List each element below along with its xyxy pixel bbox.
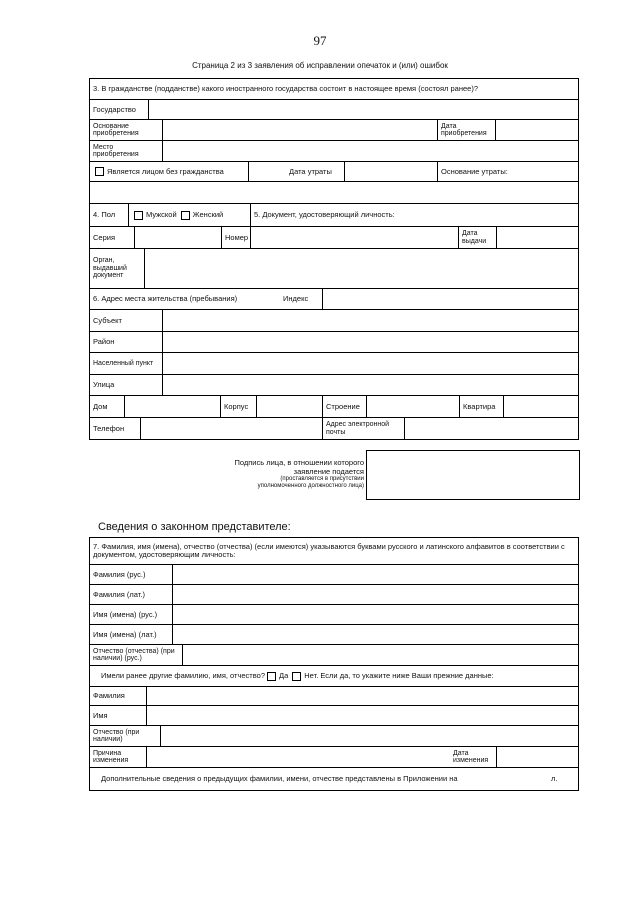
legal-representative-title: Сведения о законном представителе: [98,521,291,533]
phone-field[interactable] [140,418,322,439]
sheets-label: л. [551,774,558,783]
stateless-label: Является лицом без гражданства [107,166,224,176]
number-field[interactable] [250,227,458,248]
prev-surname-field[interactable] [146,687,578,705]
prev-name-field[interactable] [146,706,578,725]
house-label: Дом [93,401,108,411]
date-loss-field[interactable] [344,162,437,181]
section7-title: 7. Фамилия, имя (имена), отчество (отчества) (если имеются) указываются буквами русского и латинского алфавитов в соответствии с документом, удостоверяющим личность: [93,542,565,559]
signature-line-1: Подпись лица, в отношении которого [234,458,364,467]
house-field[interactable] [124,396,220,417]
signature-note-2: уполномоченного должностного лица) [257,483,364,489]
subject-label: Субъект [93,315,122,325]
signature-note-1: (проставляется в присутствии [280,476,364,482]
state-label: Государство [93,104,136,114]
district-field[interactable] [162,332,578,352]
representative-table [89,537,579,791]
issue-date-label: Дата выдачи [458,227,496,248]
surname-lat-label: Фамилия (лат.) [93,589,145,599]
street-field[interactable] [162,375,578,395]
change-date-label: Дата изменения [453,749,489,764]
state-field[interactable] [148,100,578,119]
number-label: Номер [221,227,250,248]
locality-field[interactable] [162,353,578,374]
street-label: Улица [93,380,115,389]
name-rus-field[interactable] [172,605,578,624]
name-lat-field[interactable] [172,625,578,644]
surname-rus-label: Фамилия (рус.) [93,569,146,579]
sex-options [128,204,250,226]
index-label: Индекс [283,294,309,303]
district-label: Район [93,337,115,346]
patronymic-rus-field[interactable] [182,645,578,665]
prev-name-label: Имя [93,710,108,720]
page-number: 97 [313,33,327,48]
no-checkbox[interactable] [292,672,301,681]
issuer-field[interactable] [144,249,578,288]
apartment-field[interactable] [503,396,578,417]
email-field[interactable] [404,418,578,439]
section3-title: 3. В гражданстве (подданстве) какого иностранного государства состоит в настоящее время (состоял ранее)? [93,84,478,93]
stateless-blank [248,162,286,181]
prev-patronymic-label: Отчество (при наличии) [93,728,140,743]
form-subtitle: Страница 2 из 3 заявления об исправлении опечаток и (или) ошибок [192,61,448,70]
stateless-checkbox[interactable] [95,167,104,176]
locality-label: Населенный пункт [93,359,154,367]
change-reason-field[interactable] [146,747,450,767]
basis-loss-field[interactable] [90,182,578,203]
building-field[interactable] [256,396,322,417]
phone-label: Телефон [93,423,125,433]
question-text: Имели ранее другие фамилию, имя, отчество? [101,671,265,680]
date-acquisition-field[interactable] [495,120,578,140]
stateless-option[interactable] [90,162,248,181]
signature-box[interactable] [366,450,580,500]
date-acquisition-label: Дата приобретения [437,120,495,140]
personal-data-table [89,78,579,440]
signature-line-2: заявление подается [293,467,364,476]
building-label: Корпус [220,396,256,417]
male-checkbox[interactable] [134,211,143,220]
issuer-label: Орган, выдавший документ [93,257,127,280]
female-checkbox[interactable] [181,211,190,220]
sex-label: 4. Пол [93,210,116,219]
yes-label: Да [279,671,289,680]
subject-field[interactable] [162,310,578,331]
address-title: 6. Адрес места жительства (пребывания) [93,294,238,303]
signature-caption [234,458,364,490]
structure-field[interactable] [366,396,459,417]
surname-lat-field[interactable] [172,585,578,604]
basis-acquisition-field[interactable] [162,120,437,140]
no-label: Нет. Если да, то укажите ниже Ваши прежние данные: [304,671,494,680]
previous-names-question [98,666,578,686]
change-date-field[interactable] [496,747,578,767]
basis-acquisition-label: Основание приобретения [93,122,139,137]
structure-label: Строение [322,396,366,417]
series-field[interactable] [134,227,221,248]
male-label: Мужской [146,210,177,219]
female-label: Женский [192,210,224,219]
name-rus-label: Имя (имена) (рус.) [93,609,158,619]
prev-surname-label: Фамилия [93,691,125,700]
identity-document-title: 5. Документ, удостоверяющий личность: [250,204,578,226]
additional-info-label: Дополнительные сведения о предыдущих фамилии, имени, отчестве представлены в Приложении на [101,774,458,783]
place-acquisition-label: Место приобретения [93,143,139,158]
patronymic-rus-label: Отчество (отчества) (при наличии) (рус.) [93,647,175,662]
apartment-label: Квартира [459,396,503,417]
change-reason-label: Причина изменения [93,749,129,764]
date-loss-label: Дата утраты [289,166,332,176]
surname-rus-field[interactable] [172,565,578,584]
index-field[interactable] [322,289,578,309]
place-acquisition-field[interactable] [162,141,578,161]
prev-patronymic-field[interactable] [160,726,578,746]
email-label: Адрес электронной почты [322,418,404,439]
basis-loss-label: Основание утраты: [437,162,578,181]
name-lat-label: Имя (имена) (лат.) [93,629,157,639]
issue-date-field[interactable] [496,227,578,248]
series-label: Серия [93,232,116,242]
yes-checkbox[interactable] [267,672,276,681]
